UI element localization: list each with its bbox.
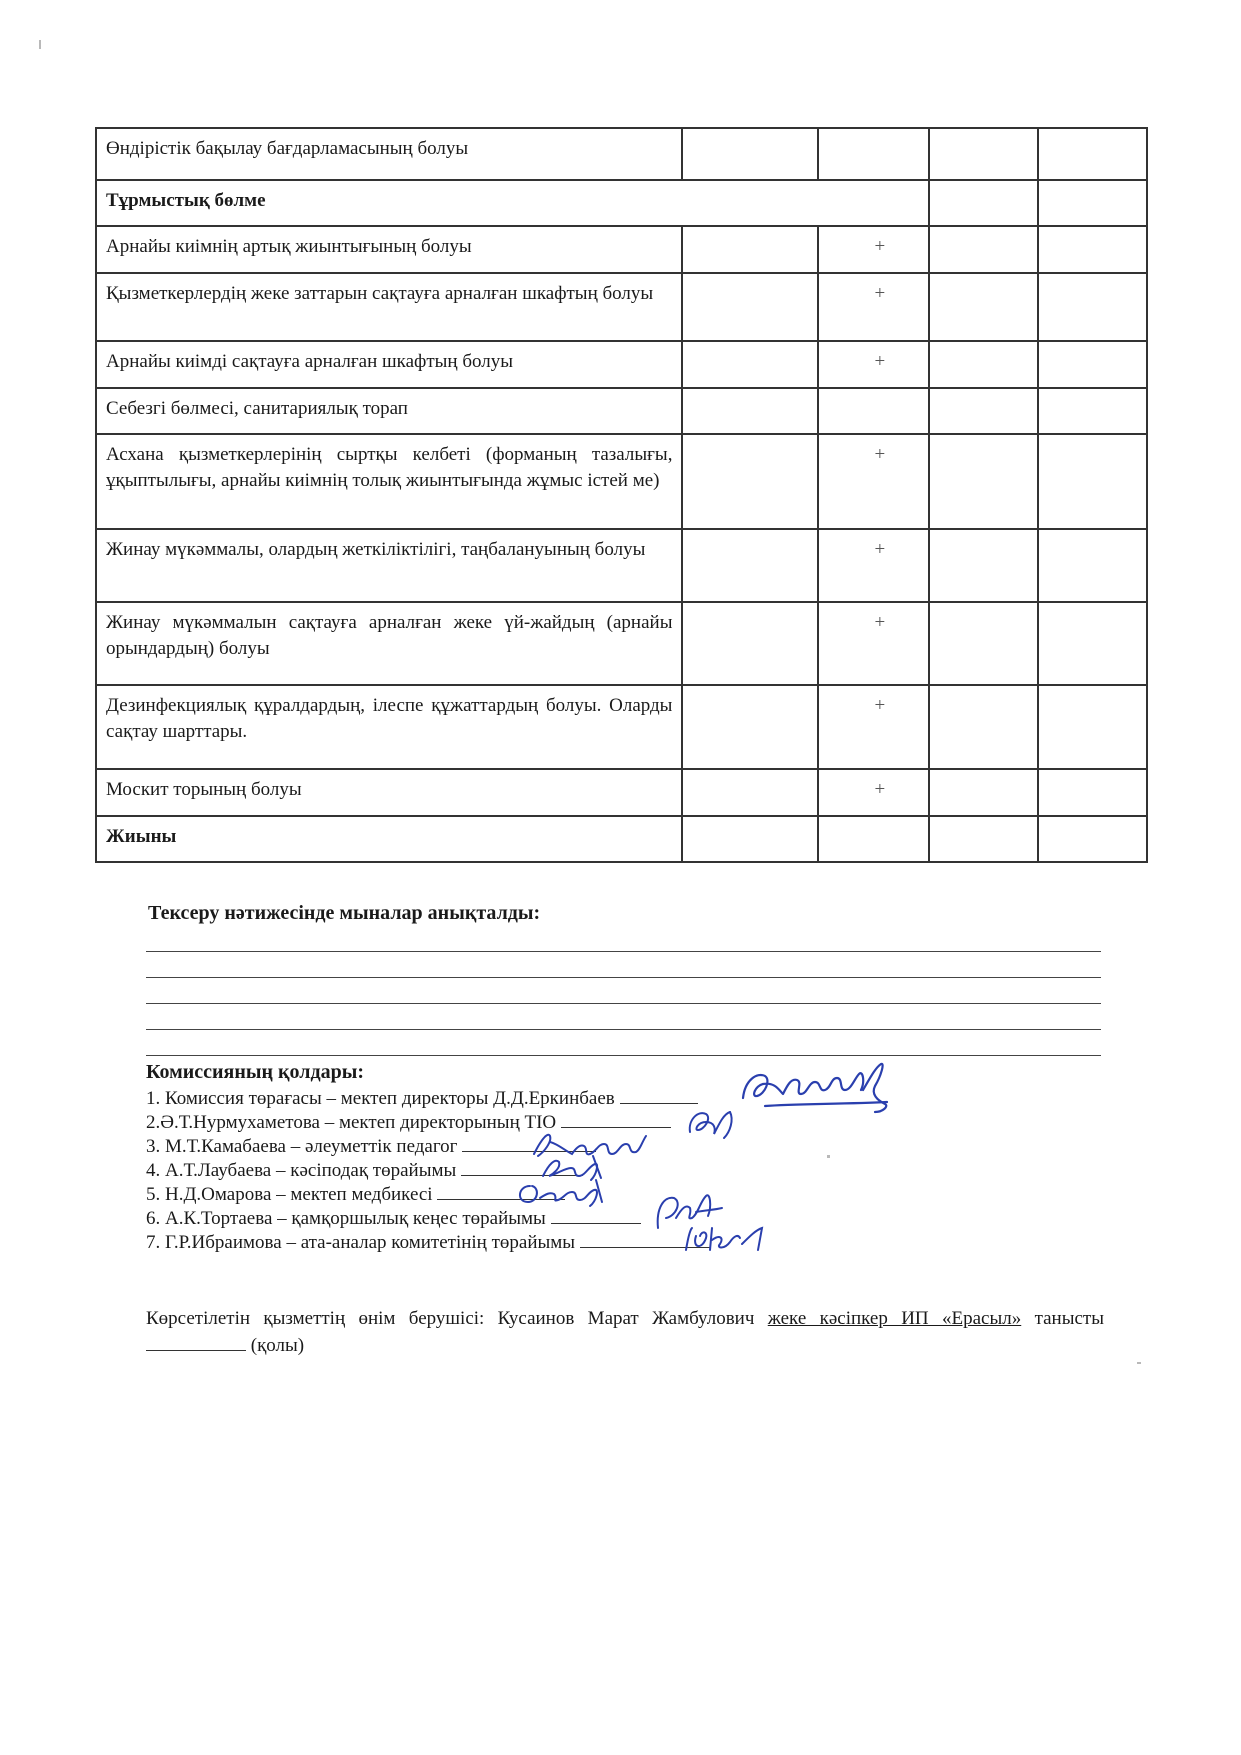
mark-cell — [818, 769, 929, 816]
signature-line-7 — [146, 1229, 710, 1255]
empty-cell — [1038, 434, 1147, 529]
empty-cell — [1038, 388, 1147, 434]
scan-artifact — [1137, 1362, 1141, 1364]
signature-7 — [680, 1222, 780, 1256]
checklist-body — [96, 128, 1147, 862]
table-row — [96, 529, 1147, 602]
signatory-label: 3. М.Т.Камабаева – әлеуметтік педагог — [146, 1136, 458, 1157]
empty-cell — [929, 226, 1038, 273]
empty-cell — [682, 341, 818, 388]
mark-cell — [818, 273, 929, 341]
table-row — [96, 226, 1147, 273]
provider-prefix: Көрсетілетін қызметтің өнім берушісі: Кусаинов Марат Жамбулович — [146, 1308, 768, 1329]
empty-cell — [682, 388, 818, 434]
mark-cell — [818, 685, 929, 769]
signatory-label: 2.Ә.Т.Нурмухаметова – мектеп директорының ТІО — [146, 1112, 557, 1133]
empty-cell — [1038, 128, 1147, 180]
criterion-cell: Себезгі бөлмесі, санитариялық торап — [96, 388, 682, 434]
provider-acknowledgement — [146, 1306, 1104, 1359]
table-row — [96, 685, 1147, 769]
findings-line — [146, 951, 1101, 952]
criterion-cell: Қызметкерлердің жеке заттарын сақтауға арналған шкафтың болуы — [96, 273, 682, 341]
provider-suffix: (қолы) — [246, 1335, 305, 1356]
table-row — [96, 602, 1147, 685]
empty-cell — [929, 180, 1038, 226]
table-row — [96, 769, 1147, 816]
signatory-label: 1. Комиссия төрағасы – мектеп директоры Д.Д.Еркинбаев — [146, 1088, 615, 1109]
mark-cell — [818, 434, 929, 529]
signatory-label: 4. А.Т.Лаубаева – кәсіподақ төрайымы — [146, 1160, 457, 1181]
criterion-cell: Өндірістік бақылау бағдарламасының болуы — [96, 128, 682, 180]
signature-5 — [510, 1176, 620, 1210]
provider-signature-blank — [146, 1332, 246, 1351]
scan-artifact — [39, 40, 41, 49]
signatory-label: 6. А.К.Тортаева – қамқоршылық кеңес төрайымы — [146, 1208, 546, 1229]
empty-cell — [682, 602, 818, 685]
empty-cell — [929, 434, 1038, 529]
findings-line — [146, 977, 1101, 978]
check-mark: + — [874, 612, 886, 633]
check-mark: + — [874, 351, 886, 372]
criterion-cell: Арнайы киімді сақтауға арналған шкафтың болуы — [96, 341, 682, 388]
empty-cell — [682, 226, 818, 273]
provider-middle: танысты — [1021, 1308, 1104, 1329]
criterion-cell: Арнайы киімнің артық жиынтығының болуы — [96, 226, 682, 273]
criterion-cell: Дезинфекциялық құралдардың, ілеспе құжаттардың болуы. Оларды сақтау шарттары. — [96, 685, 682, 769]
empty-cell — [1038, 273, 1147, 341]
empty-cell — [1038, 685, 1147, 769]
empty-cell — [682, 128, 818, 180]
signature-2 — [680, 1102, 750, 1142]
criterion-cell: Жинау мүкәммалы, олардың жеткіліктілігі, таңбалануының болуы — [96, 529, 682, 602]
mark-cell — [818, 816, 929, 862]
empty-cell — [929, 128, 1038, 180]
criterion-cell: Жинау мүкәммалын сақтауға арналған жеке үй-жайдың (арнайы орындардың) болуы — [96, 602, 682, 685]
empty-cell — [1038, 180, 1147, 226]
mark-cell — [818, 226, 929, 273]
mark-cell — [818, 529, 929, 602]
check-mark: + — [874, 444, 886, 465]
table-row — [96, 128, 1147, 180]
mark-cell — [818, 388, 929, 434]
empty-cell — [682, 434, 818, 529]
empty-cell — [929, 816, 1038, 862]
total-label-cell: Жиыны — [96, 816, 682, 862]
empty-cell — [682, 816, 818, 862]
findings-line — [146, 1055, 1101, 1056]
signatory-label: 5. Н.Д.Омарова – мектеп медбикесі — [146, 1184, 433, 1205]
empty-cell — [1038, 529, 1147, 602]
signatory-label: 7. Г.Р.Ибраимова – ата-аналар комитетінің төрайымы — [146, 1232, 576, 1253]
signatures-title: Комиссияның қолдары: — [146, 1061, 365, 1083]
scan-artifact — [827, 1155, 830, 1158]
empty-cell — [929, 388, 1038, 434]
check-mark: + — [874, 236, 886, 257]
table-row — [96, 273, 1147, 341]
empty-cell — [929, 273, 1038, 341]
empty-cell — [1038, 602, 1147, 685]
findings-title: Тексеру нәтижесінде мыналар анықталды: — [148, 902, 541, 924]
empty-cell — [929, 685, 1038, 769]
table-row — [96, 341, 1147, 388]
findings-line — [146, 1029, 1101, 1030]
checklist-table — [95, 127, 1148, 863]
provider-entity: жеке кәсіпкер ИП «Ерасыл» — [767, 1308, 1022, 1329]
table-row — [96, 388, 1147, 434]
empty-cell — [1038, 341, 1147, 388]
empty-cell — [682, 273, 818, 341]
empty-cell — [929, 341, 1038, 388]
empty-cell — [682, 769, 818, 816]
section-row — [96, 180, 1147, 226]
mark-cell — [818, 341, 929, 388]
total-row — [96, 816, 1147, 862]
empty-cell — [929, 602, 1038, 685]
signature-blank — [561, 1109, 671, 1128]
mark-cell — [818, 602, 929, 685]
check-mark: + — [874, 695, 886, 716]
mark-cell — [818, 128, 929, 180]
check-mark: + — [874, 779, 886, 800]
empty-cell — [682, 685, 818, 769]
empty-cell — [929, 529, 1038, 602]
empty-cell — [1038, 226, 1147, 273]
table-row — [96, 434, 1147, 529]
signature-line-1 — [146, 1085, 698, 1111]
findings-line — [146, 1003, 1101, 1004]
empty-cell — [929, 769, 1038, 816]
criterion-cell: Москит торының болуы — [96, 769, 682, 816]
check-mark: + — [874, 539, 886, 560]
empty-cell — [682, 529, 818, 602]
criterion-cell: Асхана қызметкерлерінің сыртқы келбеті (форманың тазалығы, ұқыптылығы, арнайы киімнің толық жиынтығында жұмыс істей ме) — [96, 434, 682, 529]
signature-line-5 — [146, 1181, 565, 1207]
signature-1 — [735, 1060, 895, 1120]
section-title-cell: Тұрмыстық бөлме — [96, 180, 929, 226]
check-mark: + — [874, 283, 886, 304]
empty-cell — [1038, 769, 1147, 816]
empty-cell — [1038, 816, 1147, 862]
